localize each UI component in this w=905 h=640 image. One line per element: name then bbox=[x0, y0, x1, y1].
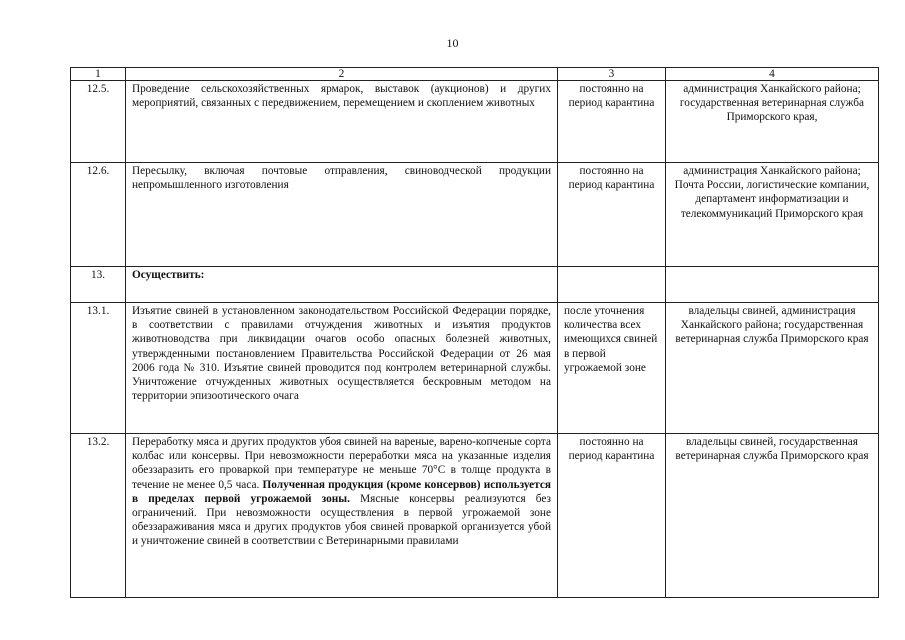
row-number: 13. bbox=[71, 267, 126, 303]
table-row bbox=[71, 434, 879, 598]
term-cell: постоянно на период карантина bbox=[558, 163, 666, 267]
column-header: 4 bbox=[666, 68, 879, 81]
action-cell: Проведение сельскохозяйственных ярмарок, выставок (аукционов) и других мероприятий, связанных с передвижением, перемещением и скоплением животных bbox=[126, 81, 558, 163]
table-row bbox=[71, 81, 879, 163]
row-number: 13.1. bbox=[71, 303, 126, 434]
responsible-cell: администрация Ханкайского района; Почта России, логистические компании, департамент информатизации и телекоммуникаций Приморского края bbox=[666, 163, 879, 267]
action-text-part1: Переработку мяса и других продуктов убоя свиней на вареные, варено-копченые сорта колбас или консервы. При невозможности переработки мяса на указанные изделия обеззаразить его проваркой при температуре не меньше 70°С в толще продукта в течение не менее 0,5 часа. bbox=[132, 436, 551, 491]
responsible-cell: администрация Ханкайского района; государственная ветеринарная служба Приморского края, bbox=[666, 81, 879, 163]
action-cell bbox=[126, 434, 558, 598]
action-text-part2: Мясные консервы реализуются без ограничений. При невозможности осуществления в первой угрожаемой зоне обеззараживания мяса и других продуктов убоя свиней проваркой организуется убой и уничтожение свиней в соответствии с Ветеринарными правилами bbox=[132, 492, 552, 548]
table-header-row bbox=[71, 68, 879, 81]
responsible-cell bbox=[666, 267, 879, 303]
responsible-cell: владельцы свиней, администрация Ханкайского района; государственная ветеринарная служба Приморского края bbox=[666, 303, 879, 434]
column-header: 3 bbox=[558, 68, 666, 81]
action-text-bold: Полученная продукция (кроме консервов) используется в пределах первой угрожаемой зоны. bbox=[132, 478, 551, 505]
section-heading: Осуществить: bbox=[126, 267, 558, 303]
action-cell: Пересылку, включая почтовые отправления, свиноводческой продукции непромышленного изготовления bbox=[126, 163, 558, 267]
page-number: 10 bbox=[446, 36, 459, 50]
row-number: 12.5. bbox=[71, 81, 126, 163]
responsible-cell: владельцы свиней, государственная ветеринарная служба Приморского края bbox=[666, 434, 879, 598]
action-cell: Изъятие свиней в установленном законодательством Российской Федерации порядке, в соответствии с правилами отчуждения животных и изъятия продуктов животноводства при ликвидации очагов особо опасных болезней животных, утвержденными постановлением Правительства Российской Федерации от 26 мая 2006 года № 310. Изъятие свиней проводится под контролем ветеринарной службы. Уничтожение отчужденных животных осуществляется бескровным методом на территории эпизоотического очага bbox=[126, 303, 558, 434]
term-cell bbox=[558, 267, 666, 303]
table-row bbox=[71, 303, 879, 434]
measures-table bbox=[70, 67, 879, 598]
table-row bbox=[71, 163, 879, 267]
term-cell: постоянно на период карантина bbox=[558, 81, 666, 163]
column-header: 2 bbox=[126, 68, 558, 81]
row-number: 13.2. bbox=[71, 434, 126, 598]
table-row bbox=[71, 267, 879, 303]
term-cell: после уточнения количества всех имеющихся свиней в первой угрожаемой зоне bbox=[558, 303, 666, 434]
term-cell: постоянно на период карантина bbox=[558, 434, 666, 598]
row-number: 12.6. bbox=[71, 163, 126, 267]
column-header: 1 bbox=[71, 68, 126, 81]
